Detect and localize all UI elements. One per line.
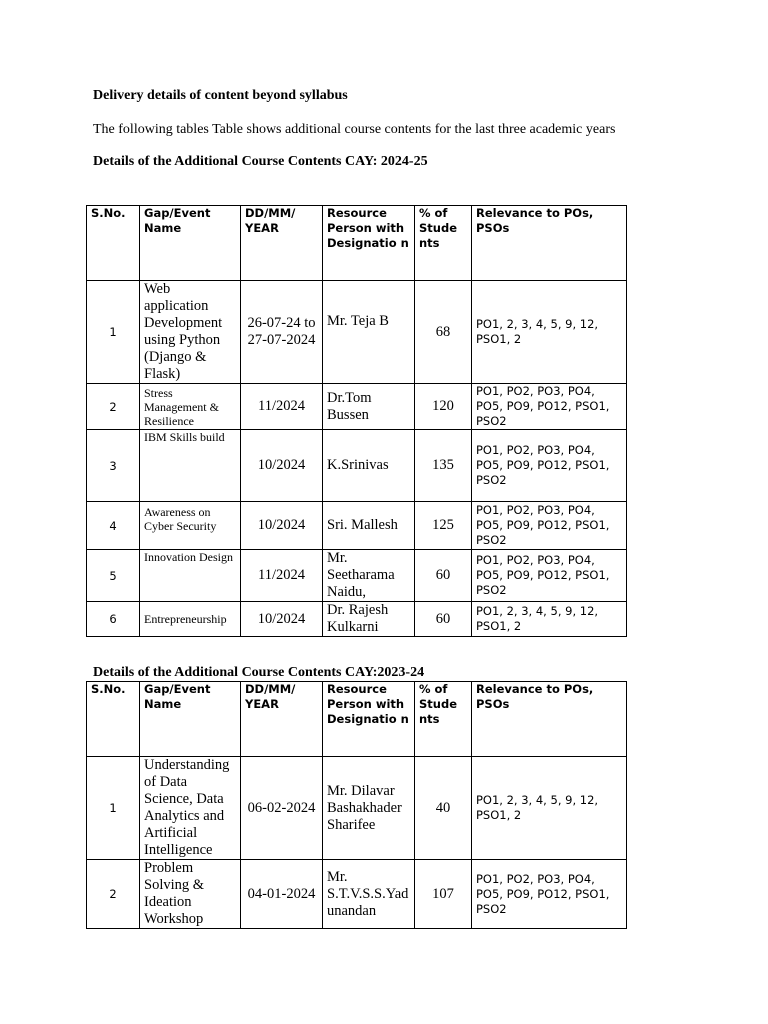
- cell-sno: 2: [87, 860, 140, 929]
- table-row: [87, 550, 627, 602]
- cell-resource-person: Mr. S.T.V.S.S.Yadunandan: [323, 860, 415, 929]
- cell-date: 04-01-2024: [241, 860, 323, 929]
- table-header-row: [87, 206, 627, 281]
- cell-relevance: PO1, PO2, PO3, PO4, PO5, PO9, PO12, PSO1, PSO2: [472, 550, 627, 602]
- cell-relevance: PO1, 2, 3, 4, 5, 9, 12, PSO1, 2: [472, 602, 627, 637]
- cell-percent: 125: [415, 502, 472, 550]
- cell-date: 11/2024: [241, 550, 323, 602]
- table-cay-2023-24: [86, 681, 627, 929]
- col-header-event-name: Gap/Event Name: [140, 682, 241, 757]
- cell-date: 10/2024: [241, 430, 323, 502]
- cell-sno: 2: [87, 384, 140, 430]
- table-row: [87, 281, 627, 384]
- cell-relevance: PO1, PO2, PO3, PO4, PO5, PO9, PO12, PSO1, PSO2: [472, 384, 627, 430]
- cell-date: 11/2024: [241, 384, 323, 430]
- document-title: Delivery details of content beyond syllabus: [93, 88, 348, 103]
- cell-date: 26-07-24 to 27-07-2024: [241, 281, 323, 384]
- cell-event-name: IBM Skills build: [140, 430, 241, 502]
- col-header-relevance: Relevance to POs, PSOs: [472, 682, 627, 757]
- cell-percent: 60: [415, 550, 472, 602]
- cell-resource-person: Dr.Tom Bussen: [323, 384, 415, 430]
- cell-sno: 1: [87, 281, 140, 384]
- table-row: [87, 602, 627, 637]
- col-header-relevance: Relevance to POs, PSOs: [472, 206, 627, 281]
- cell-resource-person: Mr. Seetharama Naidu,: [323, 550, 415, 602]
- cell-event-name: Awareness on Cyber Security: [140, 502, 241, 550]
- cell-percent: 135: [415, 430, 472, 502]
- cell-date: 10/2024: [241, 502, 323, 550]
- cell-percent: 40: [415, 757, 472, 860]
- table-cay-2024-25: [86, 205, 627, 637]
- cell-resource-person: K.Srinivas: [323, 430, 415, 502]
- col-header-event-name: Gap/Event Name: [140, 206, 241, 281]
- cell-event-name: Entrepreneurship: [140, 602, 241, 637]
- cell-resource-person: Sri. Mallesh: [323, 502, 415, 550]
- col-header-resource-person: Resource Person with Designatio n: [323, 206, 415, 281]
- table2-heading: Details of the Additional Course Contents CAY:2023-24: [93, 665, 425, 680]
- intro-paragraph: The following tables Table shows additional course contents for the last three academic years: [93, 122, 616, 137]
- col-header-sno: S.No.: [87, 682, 140, 757]
- cell-percent: 107: [415, 860, 472, 929]
- table1-heading: Details of the Additional Course Contents CAY: 2024-25: [93, 154, 428, 169]
- cell-resource-person: Mr. Teja B: [323, 281, 415, 384]
- cell-sno: 1: [87, 757, 140, 860]
- cell-percent: 68: [415, 281, 472, 384]
- col-header-percent-students: % of Stude nts: [415, 206, 472, 281]
- cell-resource-person: Dr. Rajesh Kulkarni: [323, 602, 415, 637]
- cell-relevance: PO1, PO2, PO3, PO4, PO5, PO9, PO12, PSO1, PSO2: [472, 502, 627, 550]
- table-header-row: [87, 682, 627, 757]
- cell-percent: 60: [415, 602, 472, 637]
- cell-relevance: PO1, 2, 3, 4, 5, 9, 12, PSO1, 2: [472, 281, 627, 384]
- table-row: [87, 384, 627, 430]
- table-row: [87, 860, 627, 929]
- col-header-date: DD/MM/ YEAR: [241, 682, 323, 757]
- cell-event-name: Problem Solving & Ideation Workshop: [140, 860, 241, 929]
- table-row: [87, 502, 627, 550]
- cell-relevance: PO1, PO2, PO3, PO4, PO5, PO9, PO12, PSO1, PSO2: [472, 860, 627, 929]
- cell-sno: 3: [87, 430, 140, 502]
- table-row: [87, 757, 627, 860]
- cell-event-name: Understanding of Data Science, Data Analytics and Artificial Intelligence: [140, 757, 241, 860]
- col-header-sno: S.No.: [87, 206, 140, 281]
- col-header-resource-person: Resource Person with Designatio n: [323, 682, 415, 757]
- cell-relevance: PO1, 2, 3, 4, 5, 9, 12, PSO1, 2: [472, 757, 627, 860]
- cell-event-name: Innovation Design: [140, 550, 241, 602]
- col-header-percent-students: % of Stude nts: [415, 682, 472, 757]
- cell-resource-person: Mr. Dilavar Bashakhader Sharifee: [323, 757, 415, 860]
- cell-sno: 6: [87, 602, 140, 637]
- cell-percent: 120: [415, 384, 472, 430]
- col-header-date: DD/MM/ YEAR: [241, 206, 323, 281]
- cell-event-name: Stress Management & Resilience: [140, 384, 241, 430]
- table-row: [87, 430, 627, 502]
- cell-sno: 5: [87, 550, 140, 602]
- cell-date: 06-02-2024: [241, 757, 323, 860]
- cell-relevance: PO1, PO2, PO3, PO4, PO5, PO9, PO12, PSO1, PSO2: [472, 430, 627, 502]
- cell-date: 10/2024: [241, 602, 323, 637]
- cell-sno: 4: [87, 502, 140, 550]
- cell-event-name: Web application Development using Python (Django & Flask): [140, 281, 241, 384]
